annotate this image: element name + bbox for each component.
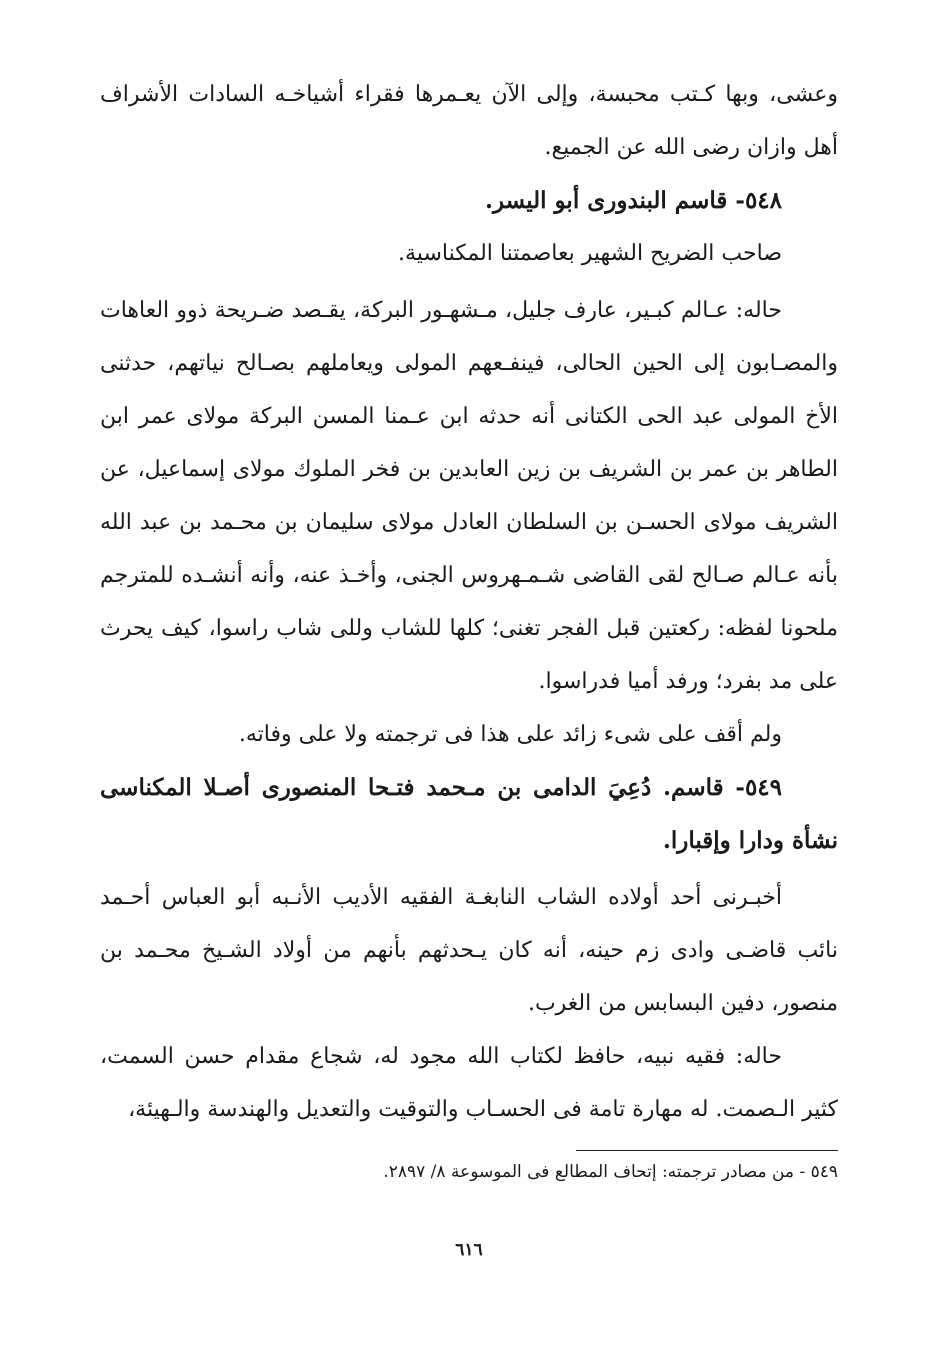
paragraph-no-more-info: ولم أقف على شىء زائد على هذا فى ترجمته ولا على وفاته.: [238, 722, 782, 747]
entry-heading-549: ٥٤٩- قاسم. دُعِيَ الدامى بن مـحمد فتـحا المنصورى أصـلا المكناسى نشأة ودارا وإقبارا.: [100, 774, 838, 854]
footnote-separator: [576, 1150, 838, 1151]
paragraph-biography-548: حاله: عـالم كبـير، عارف جليل، مـشهـور البركة، يقـصد ضـريحة ذوو العاهات والمصـابون إلى الحين الحالى، فينفـعهم المولى ويعاملهم بصـالح نياتهم، حدثنى الأخ المولى عبد الحى الكتانى أنه حدثه ابن عـمنا المسن البركة مولاى عمر ابن الطاهر بن عمر بن الشريف بن زين العابدين بن فخر الملوك مولاى إسماعيل، عن الشريف مولاى الحسـن بن السلطان العادل مولاى سليمان بن محـمد بن عبد الله بأنه عـالم صـالح لقى القاضى شـمـهروس الجنى، وأخـذ عنه، وأنه أنشـده للمترجم ملحونا لفظه: ركعتين قبل الفجر تغنى؛ كلها للشاب وللى شاب راسوا، كيف يحرث على مد بفرد؛ ورفد أميا فدراسوا.: [100, 298, 838, 694]
footnote: ٥٤٩ - من مصادر ترجمته: إتحاف المطالع فى الموسوعة ٨/ ٢٨٩٧.: [383, 1162, 838, 1182]
main-text: [100, 68, 838, 1136]
page-number: ٦١٦: [455, 1240, 483, 1260]
entry-heading-548: ٥٤٨- قاسم البندورى أبو اليسر.: [484, 187, 782, 214]
paragraph-biography-549: حاله: فقيه نبيه، حافظ لكتاب الله مجود له، شجاع مقدام حسن السمت، كثير الـصمت. له مهارة تامة فى الحسـاب والتوقيت والتعديل والهندسة والـهيئة،: [100, 1044, 838, 1122]
paragraph-tomb: صاحب الضريح الشهير بعاصمتنا المكناسية.: [398, 241, 782, 266]
paragraph-lineage-549: أخبـرنى أحد أولاده الشاب النابغـة الفقيه الأديب الأنـبه أبو العباس أحـمد نائب قاضـى وادى زم حينه، أنه كان يـحدثهم بأنهم من أولاد الشـيخ محـمد بن منصور، دفين البسابس من الغرب.: [100, 885, 838, 1016]
continuation-paragraph: وعشى، وبها كـتب محبسة، وإلى الآن يعـمرها فقراء أشياخـه السادات الأشراف أهل وازان رضى الله عن الجميع.: [100, 82, 838, 160]
